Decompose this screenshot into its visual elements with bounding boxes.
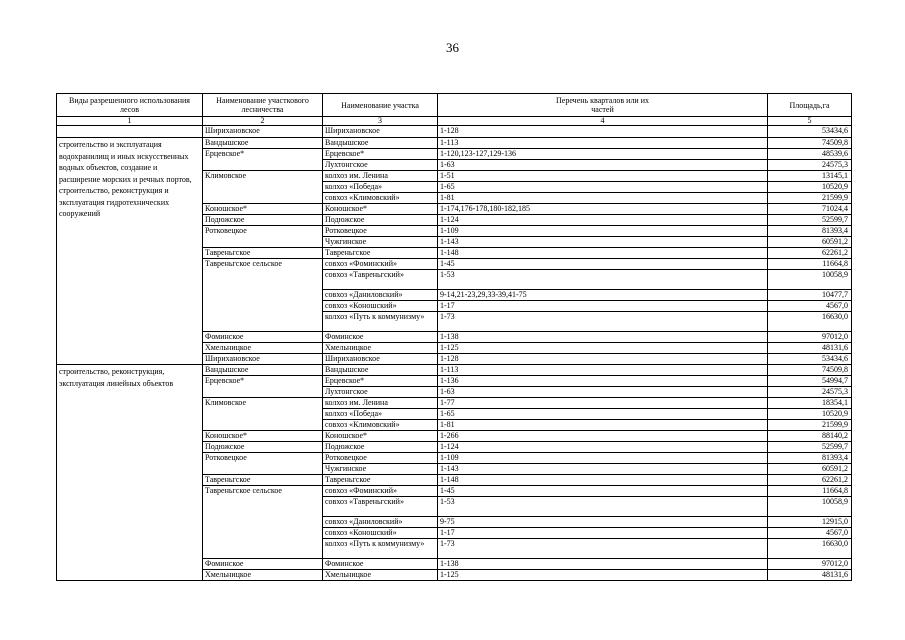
plot-cell: Ерцевское* bbox=[323, 376, 438, 387]
quarters-cell: 1-77 bbox=[438, 398, 768, 409]
forestry-cell: Хмельницкое bbox=[203, 570, 323, 581]
area-cell: 16630,0 bbox=[768, 312, 852, 332]
quarters-cell: 1-65 bbox=[438, 409, 768, 420]
forestry-cell: Ротковецкое bbox=[203, 453, 323, 475]
quarters-cell: 1-17 bbox=[438, 301, 768, 312]
area-cell: 13145,1 bbox=[768, 171, 852, 182]
quarters-cell: 1-113 bbox=[438, 365, 768, 376]
forestry-cell: Ерцевское* bbox=[203, 149, 323, 171]
plot-cell: совхоз «Коношский» bbox=[323, 301, 438, 312]
area-cell: 4567,0 bbox=[768, 301, 852, 312]
area-cell: 10520,9 bbox=[768, 182, 852, 193]
column-number: 2 bbox=[203, 117, 323, 126]
area-cell: 60591,2 bbox=[768, 464, 852, 475]
quarters-cell: 1-125 bbox=[438, 570, 768, 581]
header-row bbox=[57, 94, 852, 117]
quarters-cell: 1-143 bbox=[438, 464, 768, 475]
quarters-cell: 1-128 bbox=[438, 354, 768, 365]
area-cell: 11664,8 bbox=[768, 486, 852, 497]
plot-cell: Чужгинское bbox=[323, 464, 438, 475]
plot-cell: совхоз «Фоминский» bbox=[323, 259, 438, 270]
plot-cell: колхоз «Победа» bbox=[323, 409, 438, 420]
forestry-cell: Ротковецкое bbox=[203, 226, 323, 248]
forestry-cell: Климовское bbox=[203, 171, 323, 204]
area-cell: 10058,9 bbox=[768, 270, 852, 290]
quarters-cell: 1-266 bbox=[438, 431, 768, 442]
quarters-cell: 1-53 bbox=[438, 497, 768, 517]
area-cell: 54994,7 bbox=[768, 376, 852, 387]
plot-cell: Тавреньгское bbox=[323, 248, 438, 259]
area-cell: 24575,3 bbox=[768, 387, 852, 398]
forestry-cell: Тавреньгское сельское bbox=[203, 259, 323, 332]
quarters-cell: 1-120,123-127,129-136 bbox=[438, 149, 768, 160]
forestry-cell: Вандышское bbox=[203, 138, 323, 149]
use-type-cell bbox=[57, 126, 203, 138]
plot-cell: Шириханoвское bbox=[323, 354, 438, 365]
area-cell: 97012,0 bbox=[768, 559, 852, 570]
forestry-cell: Шириханoвское bbox=[203, 126, 323, 138]
area-cell: 71024,4 bbox=[768, 204, 852, 215]
plot-cell: колхоз им. Ленина bbox=[323, 171, 438, 182]
area-cell: 62261,2 bbox=[768, 475, 852, 486]
plot-cell: Фоминское bbox=[323, 332, 438, 343]
area-cell: 48539,6 bbox=[768, 149, 852, 160]
forestry-cell: Тавреньгское сельское bbox=[203, 486, 323, 559]
table-row bbox=[57, 126, 852, 138]
forestry-cell: Тавреньгское bbox=[203, 248, 323, 259]
quarters-cell: 9-75 bbox=[438, 517, 768, 528]
quarters-cell: 1-63 bbox=[438, 387, 768, 398]
plot-cell: колхоз «Путь к коммунизму» bbox=[323, 539, 438, 559]
area-cell: 11664,8 bbox=[768, 259, 852, 270]
forestry-cell: Подюжское bbox=[203, 442, 323, 453]
column-number: 5 bbox=[768, 117, 852, 126]
area-cell: 52599,7 bbox=[768, 215, 852, 226]
quarters-cell: 1-51 bbox=[438, 171, 768, 182]
page-number: 36 bbox=[446, 40, 459, 55]
quarters-cell: 1-124 bbox=[438, 442, 768, 453]
forestry-cell: Подюжское bbox=[203, 215, 323, 226]
quarters-cell: 1-109 bbox=[438, 453, 768, 464]
quarters-cell: 1-124 bbox=[438, 215, 768, 226]
forestry-cell: Фоминское bbox=[203, 559, 323, 570]
forestry-cell: Коношское* bbox=[203, 204, 323, 215]
quarters-cell: 1-53 bbox=[438, 270, 768, 290]
header-use-type: Виды разрешенного использования лесов bbox=[57, 94, 203, 117]
quarters-cell: 1-65 bbox=[438, 182, 768, 193]
quarters-cell: 1-63 bbox=[438, 160, 768, 171]
plot-cell: совхоз «Фоминский» bbox=[323, 486, 438, 497]
quarters-cell: 1-138 bbox=[438, 559, 768, 570]
use-type-cell: строительство и эксплуатация водохранилищ и иных искусственных водных объектов, создание и расширение морских и речных портов, строительство, реконструкция и эксплуатация гидротехнических сооружений bbox=[57, 138, 203, 365]
forestry-cell: Ерцевское* bbox=[203, 376, 323, 398]
area-cell: 10058,9 bbox=[768, 497, 852, 517]
plot-cell: Ротковецкое bbox=[323, 226, 438, 237]
plot-cell: совхоз «Климовский» bbox=[323, 193, 438, 204]
area-cell: 21599,9 bbox=[768, 420, 852, 431]
area-cell: 10520,9 bbox=[768, 409, 852, 420]
plot-cell: Лухтонгское bbox=[323, 160, 438, 171]
plot-cell: совхоз «Коношский» bbox=[323, 528, 438, 539]
plot-cell: Коношское* bbox=[323, 431, 438, 442]
forestry-cell: Хмельницкое bbox=[203, 343, 323, 354]
quarters-cell: 1-81 bbox=[438, 420, 768, 431]
column-number: 1 bbox=[57, 117, 203, 126]
area-cell: 10477,7 bbox=[768, 290, 852, 301]
plot-cell: колхоз «Путь к коммунизму» bbox=[323, 312, 438, 332]
quarters-cell: 1-81 bbox=[438, 193, 768, 204]
quarters-cell: 1-113 bbox=[438, 138, 768, 149]
plot-cell: Ерцевское* bbox=[323, 149, 438, 160]
plot-cell: Вандышское bbox=[323, 138, 438, 149]
plot-cell: колхоз им. Ленина bbox=[323, 398, 438, 409]
area-cell: 81393,4 bbox=[768, 453, 852, 464]
forestry-cell: Шириханoвское bbox=[203, 354, 323, 365]
area-cell: 12915,0 bbox=[768, 517, 852, 528]
plot-cell: совхоз «Даниловский» bbox=[323, 290, 438, 301]
column-number: 3 bbox=[323, 117, 438, 126]
forest-use-table bbox=[56, 93, 852, 581]
column-number: 4 bbox=[438, 117, 768, 126]
header-area: Площадь,га bbox=[768, 94, 852, 117]
forestry-cell: Коношское* bbox=[203, 431, 323, 442]
area-cell: 74509,8 bbox=[768, 138, 852, 149]
area-cell: 62261,2 bbox=[768, 248, 852, 259]
quarters-cell: 1-125 bbox=[438, 343, 768, 354]
quarters-cell: 1-148 bbox=[438, 248, 768, 259]
plot-cell: совхоз «Тавреньгский» bbox=[323, 270, 438, 290]
area-cell: 48131,6 bbox=[768, 343, 852, 354]
area-cell: 16630,0 bbox=[768, 539, 852, 559]
quarters-cell: 9-14,21-23,29,33-39,41-75 bbox=[438, 290, 768, 301]
area-cell: 97012,0 bbox=[768, 332, 852, 343]
quarters-cell: 1-17 bbox=[438, 528, 768, 539]
header-quarters: Перечень кварталов или их частей bbox=[438, 94, 768, 117]
plot-cell: Подюжское bbox=[323, 442, 438, 453]
quarters-cell: 1-174,176-178,180-182,185 bbox=[438, 204, 768, 215]
table-row bbox=[57, 365, 852, 376]
quarters-cell: 1-148 bbox=[438, 475, 768, 486]
plot-cell: Хмельницкое bbox=[323, 570, 438, 581]
header-forestry: Наименование участкового лесничества bbox=[203, 94, 323, 117]
area-cell: 74509,8 bbox=[768, 365, 852, 376]
area-cell: 53434,6 bbox=[768, 126, 852, 138]
quarters-cell: 1-45 bbox=[438, 486, 768, 497]
plot-cell: Вандышское bbox=[323, 365, 438, 376]
header-plot: Наименование участка bbox=[323, 94, 438, 117]
plot-cell: Тавреньгское bbox=[323, 475, 438, 486]
area-cell: 53434,6 bbox=[768, 354, 852, 365]
quarters-cell: 1-109 bbox=[438, 226, 768, 237]
plot-cell: Подюжское bbox=[323, 215, 438, 226]
area-cell: 4567,0 bbox=[768, 528, 852, 539]
area-cell: 24575,3 bbox=[768, 160, 852, 171]
forestry-cell: Вандышское bbox=[203, 365, 323, 376]
area-cell: 52599,7 bbox=[768, 442, 852, 453]
plot-cell: совхоз «Даниловский» bbox=[323, 517, 438, 528]
area-cell: 81393,4 bbox=[768, 226, 852, 237]
plot-cell: Хмельницкое bbox=[323, 343, 438, 354]
quarters-cell: 1-138 bbox=[438, 332, 768, 343]
area-cell: 18354,1 bbox=[768, 398, 852, 409]
plot-cell: Чужгинское bbox=[323, 237, 438, 248]
plot-cell: Коношское* bbox=[323, 204, 438, 215]
plot-cell: совхоз «Тавреньгский» bbox=[323, 497, 438, 517]
forestry-cell: Климовское bbox=[203, 398, 323, 431]
forestry-cell: Фоминское bbox=[203, 332, 323, 343]
plot-cell: Ротковецкое bbox=[323, 453, 438, 464]
quarters-cell: 1-45 bbox=[438, 259, 768, 270]
area-cell: 88140,2 bbox=[768, 431, 852, 442]
column-number-row bbox=[57, 117, 852, 126]
use-type-cell: строительство, реконструкция, эксплуатация линейных объектов bbox=[57, 365, 203, 581]
table-row bbox=[57, 138, 852, 149]
quarters-cell: 1-73 bbox=[438, 312, 768, 332]
quarters-cell: 1-143 bbox=[438, 237, 768, 248]
plot-cell: колхоз «Победа» bbox=[323, 182, 438, 193]
quarters-cell: 1-128 bbox=[438, 126, 768, 138]
area-cell: 21599,9 bbox=[768, 193, 852, 204]
plot-cell: Шириханoвское bbox=[323, 126, 438, 138]
forestry-cell: Тавреньгское bbox=[203, 475, 323, 486]
plot-cell: совхоз «Климовский» bbox=[323, 420, 438, 431]
quarters-cell: 1-136 bbox=[438, 376, 768, 387]
area-cell: 60591,2 bbox=[768, 237, 852, 248]
quarters-cell: 1-73 bbox=[438, 539, 768, 559]
area-cell: 48131,6 bbox=[768, 570, 852, 581]
plot-cell: Лухтонгское bbox=[323, 387, 438, 398]
plot-cell: Фоминское bbox=[323, 559, 438, 570]
